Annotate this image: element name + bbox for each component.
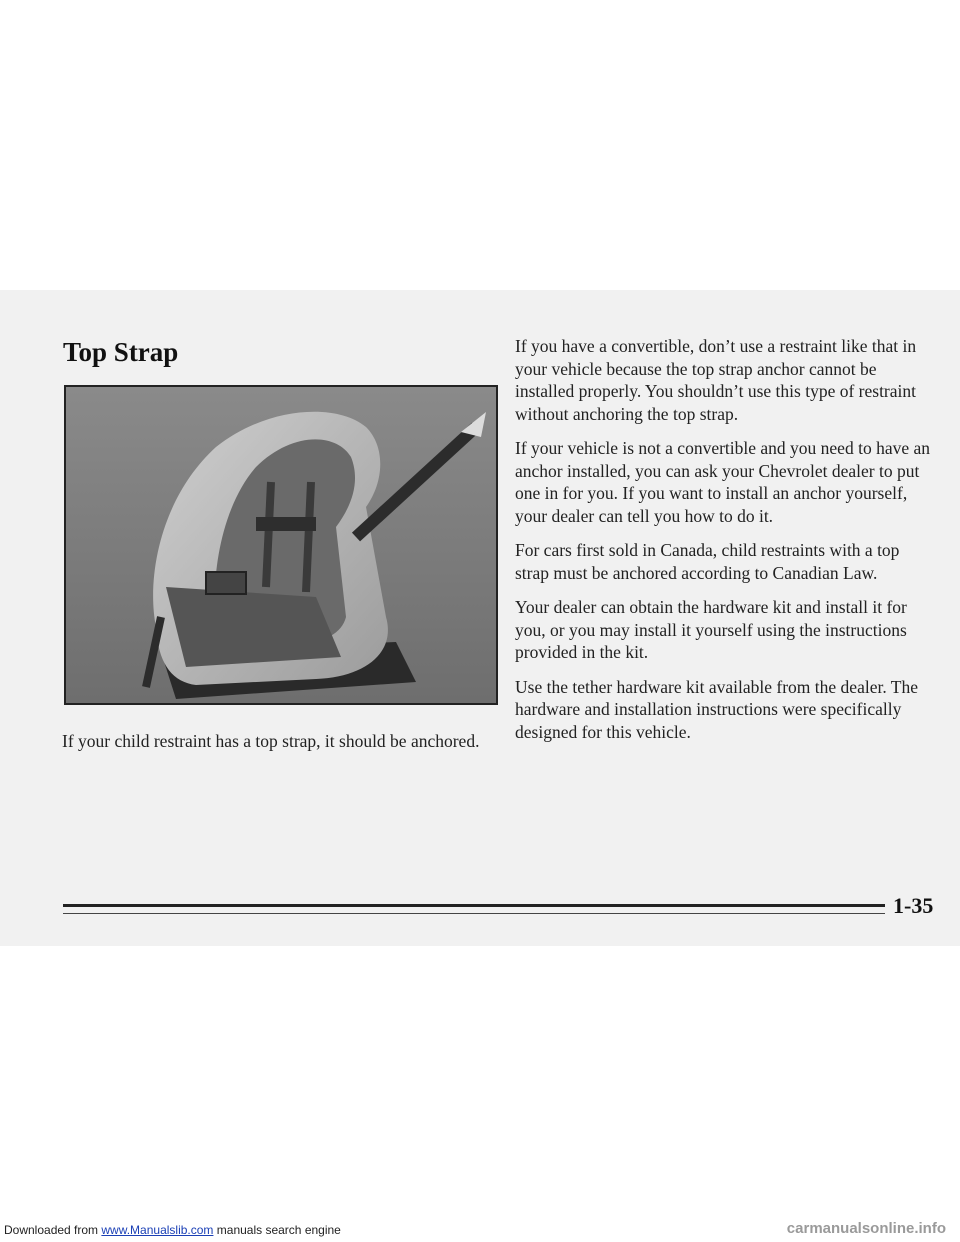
paragraph-canada: For cars first sold in Canada, child restraints with a top strap must be anchored according to Canadian Law. — [515, 540, 900, 583]
paragraph-tether-kit: Use the tether hardware kit available from the dealer. The hardware and installation instructions were specifically designed for this vehicle. — [515, 676, 918, 742]
paragraph-convertible: If you have a convertible, don’t use a restraint like that in your vehicle because the top strap anchor cannot be installed properly. You shouldn’t use this type of restraint without anchoring the top strap. — [515, 336, 917, 424]
footer-prefix: Downloaded from — [4, 1223, 102, 1237]
footer-suffix: manuals search engine — [213, 1223, 341, 1237]
watermark-brand: carmanualsonline.info — [786, 1220, 946, 1237]
paragraph-dealer-kit: Your dealer can obtain the hardware kit and install it for you, or you may install it yourself using the instructions provided in the kit. — [515, 597, 907, 662]
child-seat-photo — [64, 385, 498, 705]
figure-caption: If your child restraint has a top strap, it should be anchored. — [62, 731, 480, 751]
section-title: Top Strap — [63, 337, 179, 367]
footer-rule-thin — [63, 913, 885, 914]
body-text-column — [515, 335, 935, 755]
footer-rule-thick — [63, 904, 885, 907]
download-footer — [4, 1223, 341, 1237]
manualslib-link[interactable]: www.Manualslib.com — [101, 1223, 214, 1237]
page-number: 1-35 — [893, 893, 934, 918]
paragraph-anchor-install: If your vehicle is not a convertible and you need to have an anchor installed, you can ask your Chevrolet dealer to put one in for you. If you want to install an anchor yourself, your dealer can tell you how to do it. — [515, 438, 930, 526]
